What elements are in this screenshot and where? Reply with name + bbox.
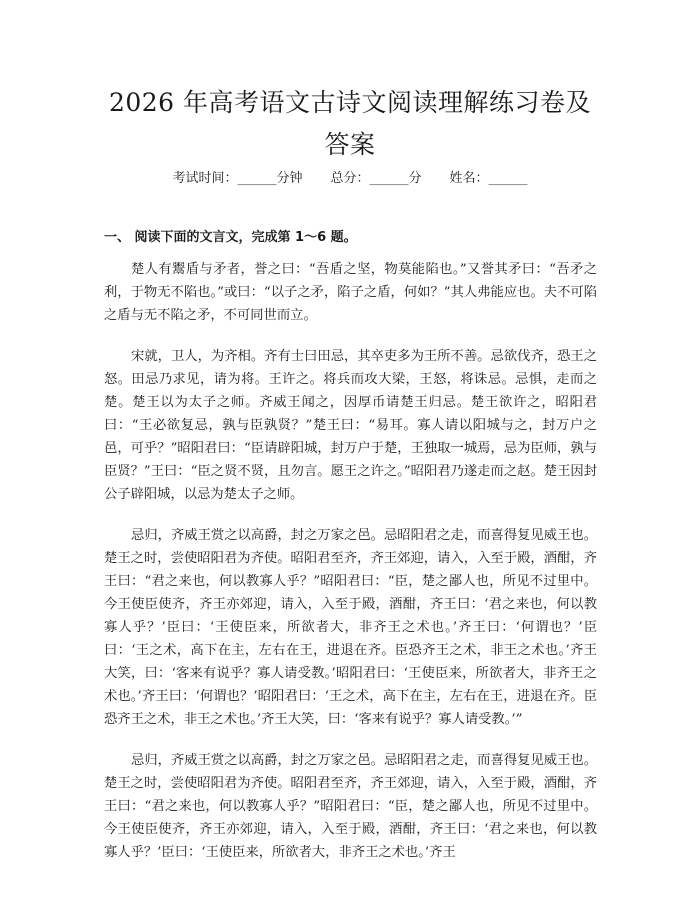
total-score-field: 总分：______分 [330,171,422,186]
section-heading: 一、 阅读下面的文言文，完成第 1～6 题。 [104,230,357,245]
passage-paragraph: 楚人有鬻盾与矛者，誉之曰：“吾盾之坚，物莫能陷也。”又誉其矛曰：“吾矛之利，于物无不陷也。”或曰：“以子之矛，陷子之盾，何如？”其人弗能应也。夫不可陷之盾与无不陷之矛，不可同世而立。 [104,262,597,323]
passage-paragraph: 宋就，卫人，为齐相。齐有士曰田忌，其卒吏多为王所不善。忌欲伐齐，恐王之怒。田忌乃求见，请为将。王许之。将兵而攻大梁，王怒，将诛忌。忌惧，走而之楚。楚王以为太子之师。齐威王闻之，因厚币请楚王归忌。楚王欲许之，昭阳君曰：“王必欲复忌，孰与臣孰贤？”楚王曰：“易耳。寡人请以阳城与之，封万户之邑，可乎？”昭阳君曰：“臣请辟阳城，封万户于楚，王独取一城焉，忌为臣师，孰与臣贤？”王曰：“臣之贤不贤，且勿言。愿王之许之。”昭阳君乃遂走而之赵。楚王因封公子辟阳城，以忌为楚太子之师。 [104,349,597,502]
passage-paragraph: 忌归，齐威王赏之以高爵，封之万家之邑。忌昭阳君之走，而喜得复见威王也。楚王之时，尝使昭阳君为齐使。昭阳君至齐，齐王郊迎，请入，入至于殿，酒酣，齐王曰：“君之来也，何以教寡人乎？”昭阳君曰：“臣，楚之鄙人也，所见不过里中。今王使臣使齐，齐王亦郊迎，请入，入至于殿，酒酣，齐王曰：‘君之来也，何以教寡人乎？’臣曰：‘王使臣来，所欲者大，非齐王之术也。’齐王 [104,753,597,860]
passage-body [104,258,597,882]
document-title: 2026 年高考语文古诗文阅读理解练习卷及答案 [108,88,592,159]
exam-info-line [0,170,700,188]
exam-time-field: 考试时间：______分钟 [172,171,303,186]
passage-paragraph: 忌归，齐威王赏之以高爵，封之万家之邑。忌昭阳君之走，而喜得复见威王也。楚王之时，尝使昭阳君为齐使。昭阳君至齐，齐王郊迎，请入，入至于殿，酒酣，齐王曰：“君之来也，何以教寡人乎？”昭阳君曰：“臣，楚之鄙人也，所见不过里中。今王使臣使齐，齐王亦郊迎，请入，入至于殿，酒酣，齐王曰：‘君之来也，何以教寡人乎？’臣曰：‘王使臣来，所欲者大，非齐王之术也。’齐王曰：‘何谓也？’臣曰：‘王之术，高下在主，左右在王，进退在齐。臣恐齐王之术，非王之术也。’齐王大笑，曰：‘客来有说乎？寡人请受教。’昭阳君曰：‘王使臣来，所欲者大，非齐王之术也。’齐王曰：‘何谓也？’昭阳君曰：‘王之术，高下在主，左右在王，进退在齐。臣恐齐王之术，非王之术也。’齐王大笑，曰：‘客来有说乎？寡人请受教。’” [104,528,597,727]
student-name-field: 姓名：______ [449,171,528,186]
